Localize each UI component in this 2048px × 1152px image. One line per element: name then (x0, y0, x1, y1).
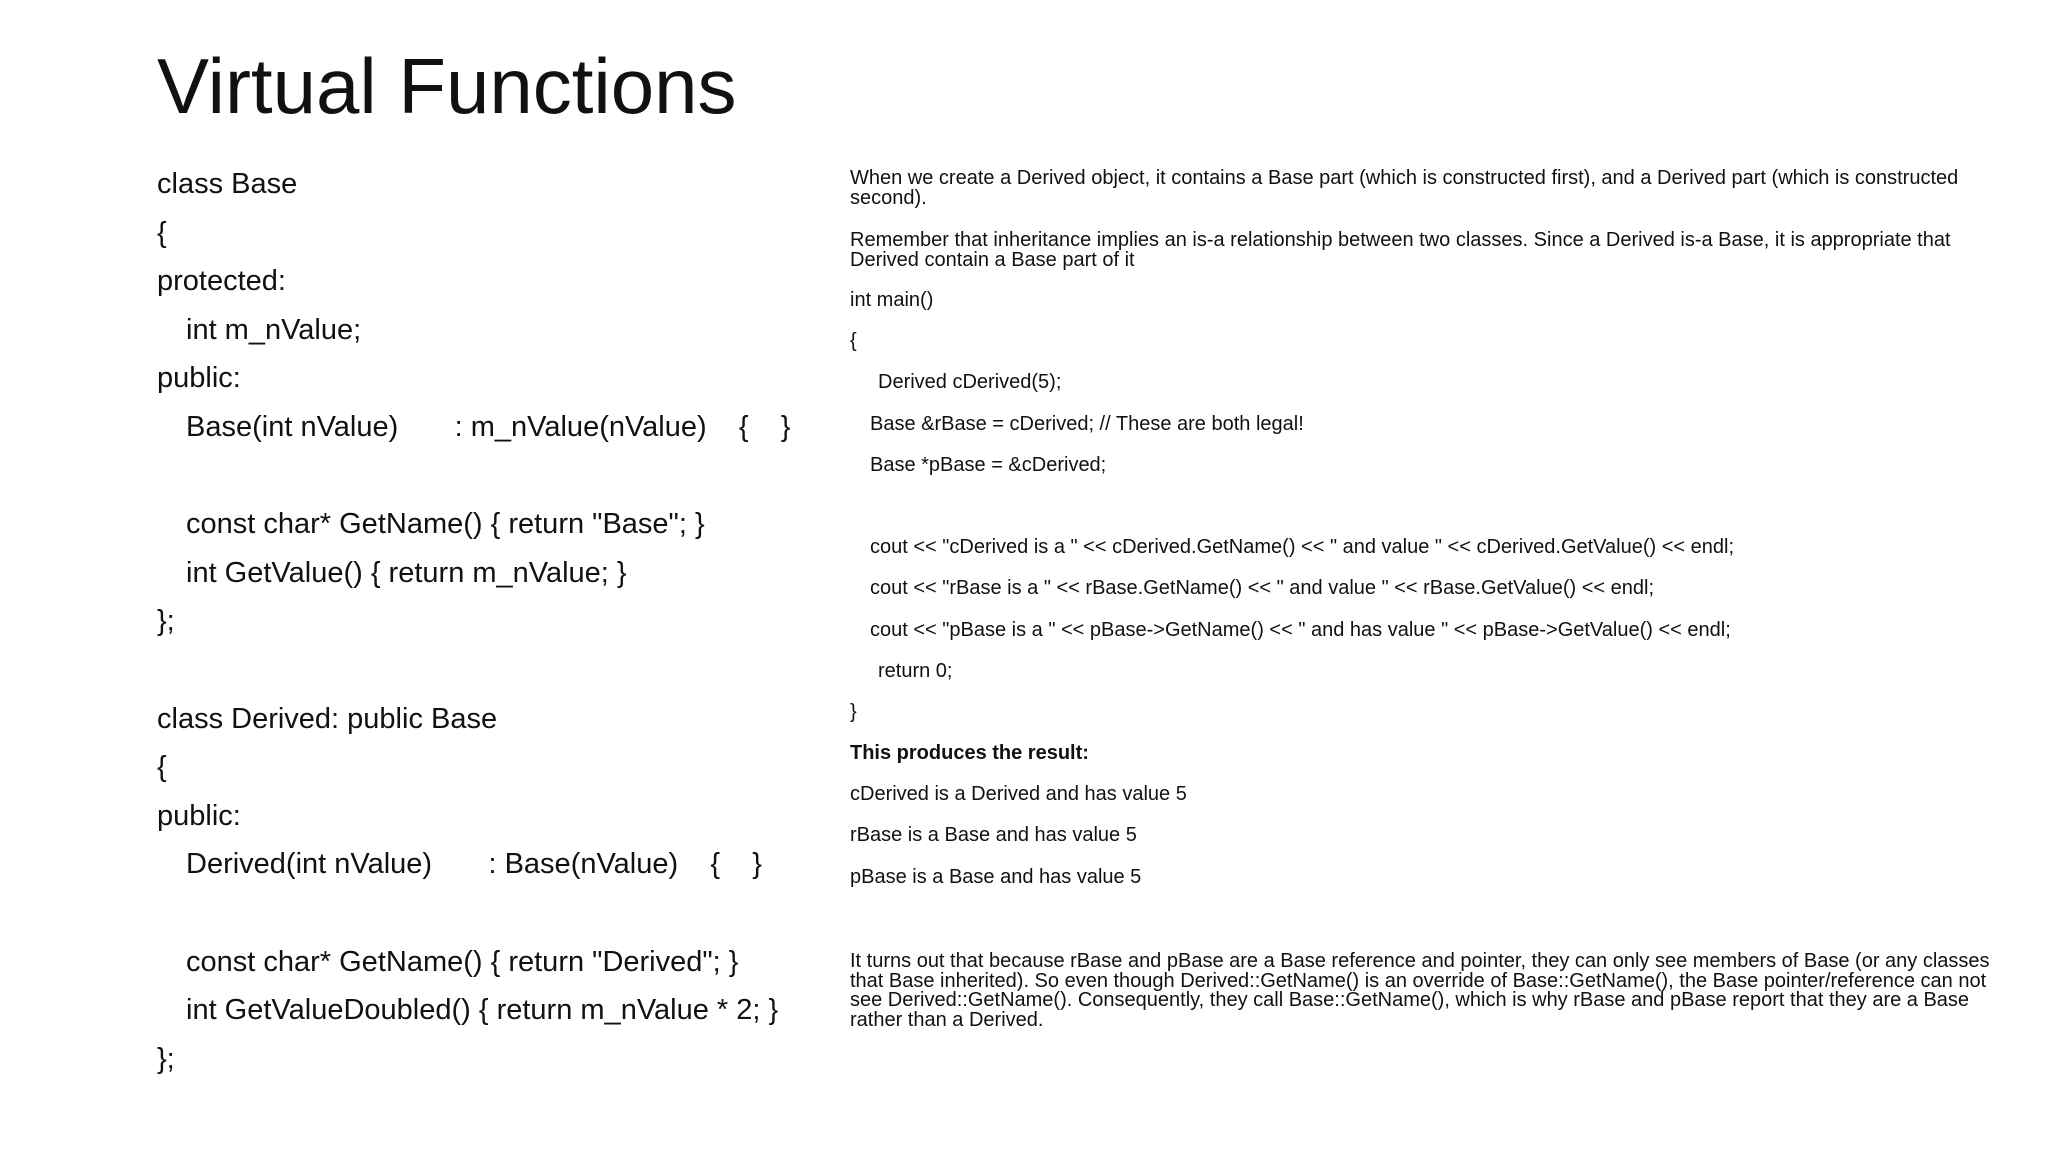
code-line: protected: (157, 265, 286, 298)
conclusion-paragraph: It turns out that because rBase and pBase are a Base reference and pointer, they can only see members of Base (or any classes that Base inherited). So even though Derived::GetName() is an override of Base::GetName(), the Base pointer/reference can not see Derived::GetName(). Consequently, they call Base::GetName(), which is why rBase and pBase report that they are a Base rather than a Derived. (850, 950, 1990, 1031)
code-line: { (850, 330, 857, 353)
code-line: Derived(int nValue) : Base(nValue) { } (186, 848, 762, 881)
code-line: Base *pBase = &cDerived; (870, 453, 1107, 476)
code-line: int GetValueDoubled() { return m_nValue * 2; } (186, 994, 779, 1027)
code-line: }; (157, 605, 175, 638)
code-line: cout << "pBase is a " << pBase->GetName() << " and has value " << pBase->GetValue() << endl; (870, 618, 1731, 641)
code-line: { (157, 216, 167, 249)
result-heading: This produces the result: (850, 742, 1089, 765)
code-line-blank (157, 889, 817, 938)
code-line: } (850, 700, 857, 723)
code-line: Base &rBase = cDerived; // These are both legal! (870, 412, 1304, 435)
code-line: class Derived: public Base (157, 702, 498, 735)
class-definitions-code (157, 160, 817, 1083)
result-line: rBase is a Base and has value 5 (850, 824, 1137, 847)
result-line: pBase is a Base and has value 5 (850, 865, 1142, 888)
explanation-column (850, 168, 2000, 898)
inheritance-paragraph: Remember that inheritance implies an is-a relationship between two classes. Since a Derived is-a Base, it is appropriate that Derived contain a Base part of it (850, 229, 1951, 271)
code-line-blank (157, 452, 817, 501)
code-line: return 0; (878, 659, 953, 682)
code-line: Derived cDerived(5); (878, 371, 1062, 394)
code-line: public: (157, 799, 241, 832)
code-line: Base(int nValue) : m_nValue(nValue) { } (186, 410, 791, 443)
code-line: int GetValue() { return m_nValue; } (186, 556, 627, 589)
code-line-blank (157, 646, 817, 695)
code-line: cout << "rBase is a " << rBase.GetName() << " and value " << rBase.GetValue() << endl; (870, 577, 1655, 600)
code-line: }; (157, 1042, 175, 1075)
code-spacer (850, 486, 2000, 527)
code-line: { (157, 751, 167, 784)
code-line: int main() (850, 289, 934, 311)
code-line: class Base (157, 168, 298, 200)
main-function-code (850, 280, 2000, 898)
code-line: public: (157, 362, 241, 395)
slide-title: Virtual Functions (157, 42, 737, 130)
code-line: int m_nValue; (186, 313, 362, 346)
code-line: cout << "cDerived is a " << cDerived.GetName() << " and value " << cDerived.GetValue() << endl; (870, 536, 1735, 559)
intro-paragraph: When we create a Derived object, it contains a Base part (which is constructed first), and a Derived part (which is constructed second). (850, 167, 1959, 209)
code-line: const char* GetName() { return "Base"; } (186, 508, 705, 541)
code-line: const char* GetName() { return "Derived"; } (186, 945, 739, 978)
result-line: cDerived is a Derived and has value 5 (850, 783, 1187, 806)
